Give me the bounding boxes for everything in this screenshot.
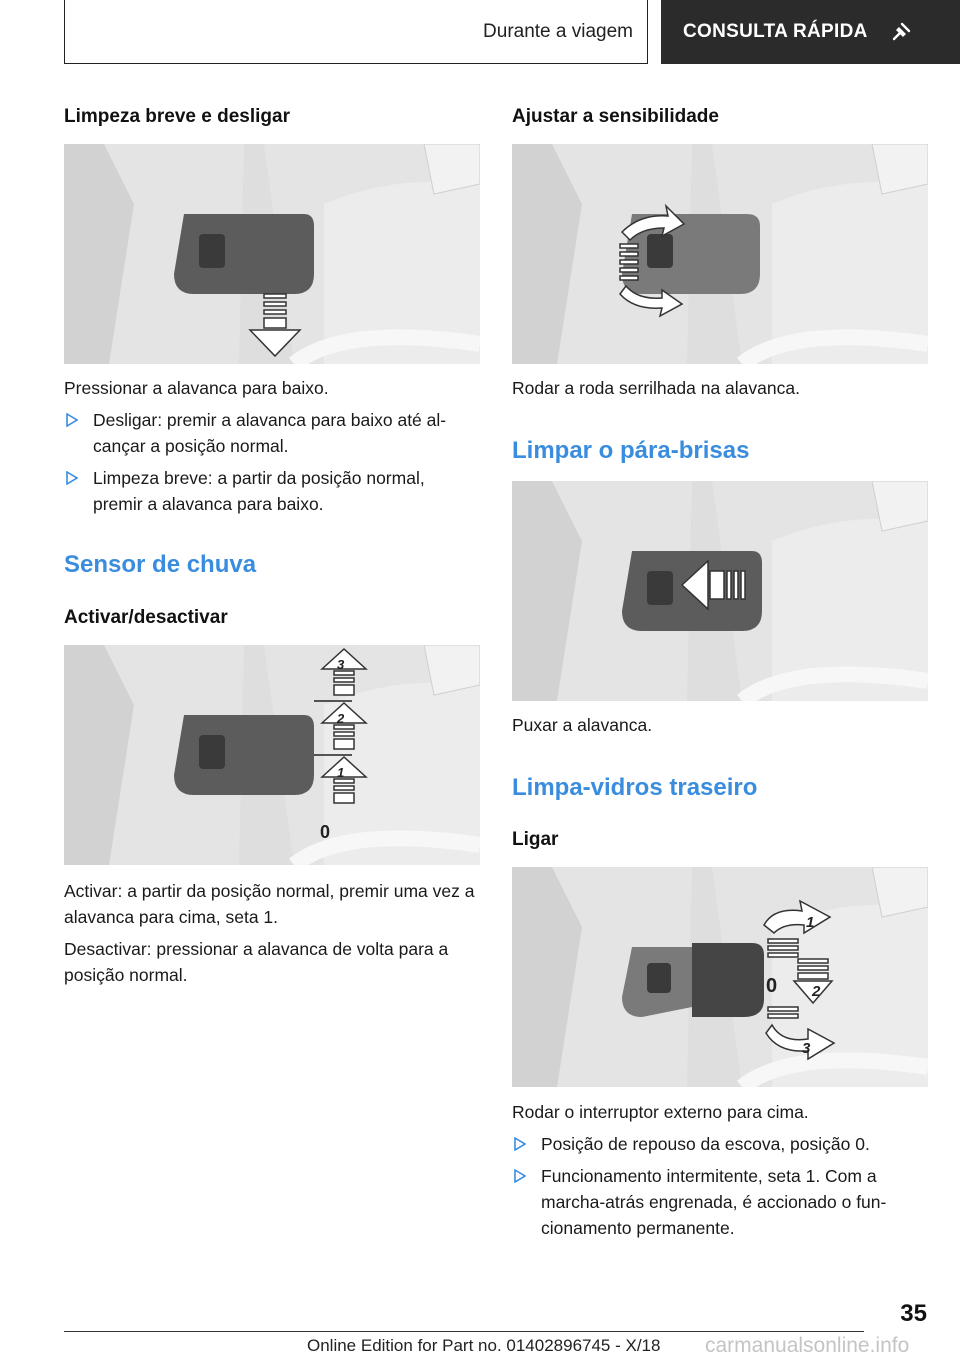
figure-label: 3	[802, 1040, 811, 1057]
figure-label: 2	[337, 711, 345, 726]
caption-rear-switch: Rodar o interruptor externo para cima.	[512, 1102, 809, 1122]
figure-rear-wiper-switch	[512, 867, 928, 1087]
heading-sensitivity: Ajustar a sensibilidade	[512, 106, 719, 127]
heading-activate: Activar/desactivar	[64, 607, 228, 628]
figure-label: 1	[806, 914, 815, 931]
chapter-tab[interactable]	[661, 0, 960, 64]
caption-press-down: Pressionar a alavanca para baixo.	[64, 378, 329, 398]
pin-icon	[890, 21, 912, 43]
heading-short-wipe: Limpeza breve e desligar	[64, 106, 290, 127]
bullet-triangle-icon	[66, 471, 78, 485]
figure-label: 3	[337, 657, 345, 672]
figure-thumbwheel	[512, 144, 928, 364]
bullet-triangle-icon	[66, 413, 78, 427]
figure-label: 1	[337, 765, 345, 780]
heading-rear-wiper: Limpa-vidros traseiro	[512, 774, 758, 801]
heading-on: Ligar	[512, 829, 559, 850]
chapter-tab-label: CONSULTA RÁPIDA	[683, 21, 868, 42]
figure-label: 0	[320, 822, 331, 842]
list-item: Desligar: premir a alavanca para baixo até al-cançar a posição normal.	[64, 407, 452, 459]
footer-divider	[64, 1331, 864, 1332]
page-number: 35	[900, 1300, 927, 1327]
figure-lever-up	[64, 645, 480, 865]
list-item: Funcionamento intermitente, seta 1. Com a marcha-atrás engrenada, é accionado o fun-cionamento permanente.	[512, 1163, 900, 1241]
bullet-triangle-icon	[514, 1137, 526, 1151]
watermark: carmanualsonline.info	[705, 1334, 910, 1357]
heading-rain-sensor: Sensor de chuva	[64, 551, 257, 578]
heading-windscreen: Limpar o pára-brisas	[512, 437, 750, 464]
list-item: Limpeza breve: a partir da posição normal, premir a alavanca para baixo.	[64, 465, 452, 517]
paragraph-activate: Activar: a partir da posição normal, premir uma vez a alavanca para cima, seta 1.	[64, 881, 475, 927]
caption-thumbwheel: Rodar a roda serrilhada na alavanca.	[512, 378, 800, 398]
figure-pull-lever	[512, 481, 928, 701]
bullet-triangle-icon	[514, 1169, 526, 1183]
edition-text: Online Edition for Part no. 01402896745 - X/18	[307, 1336, 661, 1355]
section-tab[interactable]	[64, 0, 648, 64]
section-tab-label: Durante a viagem	[483, 20, 633, 42]
list-item: Posição de repouso da escova, posição 0.	[512, 1131, 900, 1157]
figure-label: 0	[766, 975, 778, 997]
figure-label: 2	[812, 983, 821, 1000]
paragraph-deactivate: Desactivar: pressionar a alavanca de volta para a posição normal.	[64, 939, 449, 985]
figure-lever-down	[64, 144, 480, 364]
caption-pull-lever: Puxar a alavanca.	[512, 715, 653, 735]
